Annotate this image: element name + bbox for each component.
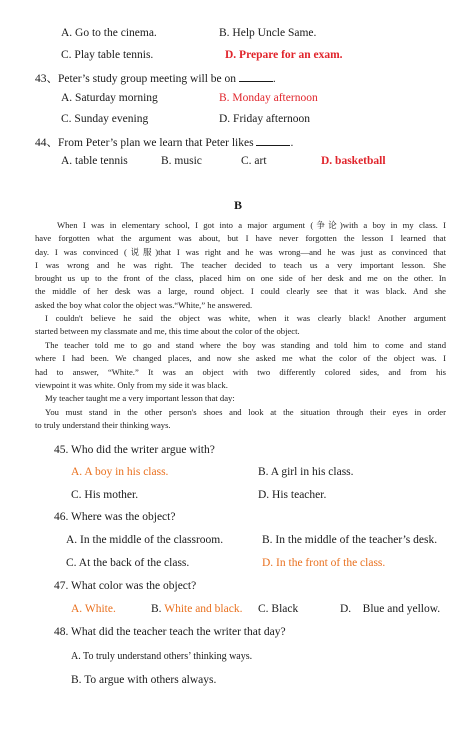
passage-title: B bbox=[234, 198, 243, 212]
passage-line: brought us up to the front of the class, placed him on one side of her desk and me on the other. In bbox=[35, 273, 446, 284]
q43-option-c: C. Sunday evening bbox=[61, 113, 149, 125]
passage-line: My teacher taught me a very important lesson that day: bbox=[45, 393, 235, 403]
q46-option-d-answer: D. In the front of the class. bbox=[262, 557, 386, 569]
q46-stem: 46. Where was the object? bbox=[54, 511, 176, 523]
q43-option-a: A. Saturday morning bbox=[61, 92, 158, 104]
q48-stem: 48. What did the teacher teach the writer that day? bbox=[54, 626, 286, 638]
q44-blank bbox=[256, 135, 290, 146]
q44-option-b: B. music bbox=[161, 155, 202, 167]
q47-stem: 47. What color was the object? bbox=[54, 580, 197, 592]
q45-option-b: B. A girl in his class. bbox=[258, 466, 354, 478]
q44-stem-text: 44、From Peter’s plan we learn that Peter likes bbox=[35, 137, 254, 149]
q44-option-c: C. art bbox=[241, 155, 267, 167]
q46-option-b: B. In the middle of the teacher’s desk. bbox=[262, 534, 438, 546]
q43-stem: 43、Peter’s study group meeting will be on . bbox=[35, 73, 276, 85]
passage-line: When I was in elementary school, I got into a major argument (争论)with a boy in my class. I bbox=[57, 220, 446, 230]
passage-paragraph-5 bbox=[35, 406, 446, 433]
q47-option-d: D. Blue and yellow. bbox=[340, 603, 441, 615]
passage-line: where I had been. We changed places, and now she asked me what the color of the object was. I bbox=[35, 353, 446, 364]
passage-paragraph-2 bbox=[35, 312, 446, 339]
q45-option-a-answer: A. A boy in his class. bbox=[71, 466, 169, 478]
q46-option-c: C. At the back of the class. bbox=[66, 557, 190, 569]
passage-line: I was wrong and he was right. The teacher decided to teach us a very important lesson. She bbox=[35, 259, 446, 270]
passage-line: to truly understand their thinking ways. bbox=[35, 420, 171, 431]
passage-line: The teacher told me to go and stand where the boy was standing and told him to come and stand bbox=[45, 340, 446, 350]
passage-line: day. I was convinced (说服)that I was right and he was wrong—and he was just as convinced that bbox=[35, 246, 446, 257]
q43-blank bbox=[239, 71, 273, 82]
passage-paragraph-4 bbox=[35, 392, 446, 405]
q45-option-d: D. His teacher. bbox=[258, 489, 327, 501]
q48-option-b: B. To argue with others always. bbox=[71, 674, 217, 686]
passage-paragraph-3 bbox=[35, 339, 446, 392]
passage-paragraph-1 bbox=[35, 219, 446, 312]
passage-line: have forgotten what the argument was about, but I have never forgotten the lesson I learned that bbox=[35, 233, 446, 244]
q47-option-c: C. Black bbox=[258, 603, 299, 615]
q44-stem: 44、From Peter’s plan we learn that Peter likes . bbox=[35, 137, 294, 149]
passage-line: the middle of her desk was a large, round object. I could clearly see that it was black. And she bbox=[35, 286, 446, 297]
q47-option-b: B. White and black. bbox=[151, 603, 243, 615]
q42-option-c: C. Play table tennis. bbox=[61, 49, 154, 61]
q44-option-a: A. table tennis bbox=[61, 155, 128, 167]
q43-option-d: D. Friday afternoon bbox=[219, 113, 311, 125]
passage-line: asked the boy what color the object was.“White,” he answered. bbox=[35, 299, 253, 310]
passage-line: viewpoint it was white. Only from my side it was black. bbox=[35, 379, 228, 390]
q43-stem-text: 43、Peter’s study group meeting will be on bbox=[35, 73, 237, 85]
passage-line: started between my classmate and me, this time about the color of the object. bbox=[35, 326, 300, 337]
q46-option-a: A. In the middle of the classroom. bbox=[66, 534, 224, 546]
q47-option-a: A. White. bbox=[71, 603, 116, 615]
q48-option-a: A. To truly understand others’ thinking ways. bbox=[71, 651, 253, 662]
q44-option-d-answer: D. basketball bbox=[321, 155, 386, 167]
q42-option-b: B. Help Uncle Same. bbox=[219, 27, 317, 39]
q45-option-c: C. His mother. bbox=[71, 489, 139, 501]
passage-line: You must stand in the other person's shoes and look at the situation through their eyes in order bbox=[45, 407, 446, 417]
q43-option-b-answer: B. Monday afternoon bbox=[219, 92, 318, 104]
q42-option-d-answer: D. Prepare for an exam. bbox=[225, 49, 343, 61]
passage-line: had to answer, “White.” It was an object with two differently colored sides, and from his bbox=[35, 366, 446, 377]
passage-line: I couldn't believe he said the object was white, when it was clearly black! Another argument bbox=[45, 313, 446, 323]
q47-option-b-answer: White and black. bbox=[164, 603, 243, 615]
q45-stem: 45. Who did the writer argue with? bbox=[54, 444, 215, 456]
q42-option-a: A. Go to the cinema. bbox=[61, 27, 157, 39]
